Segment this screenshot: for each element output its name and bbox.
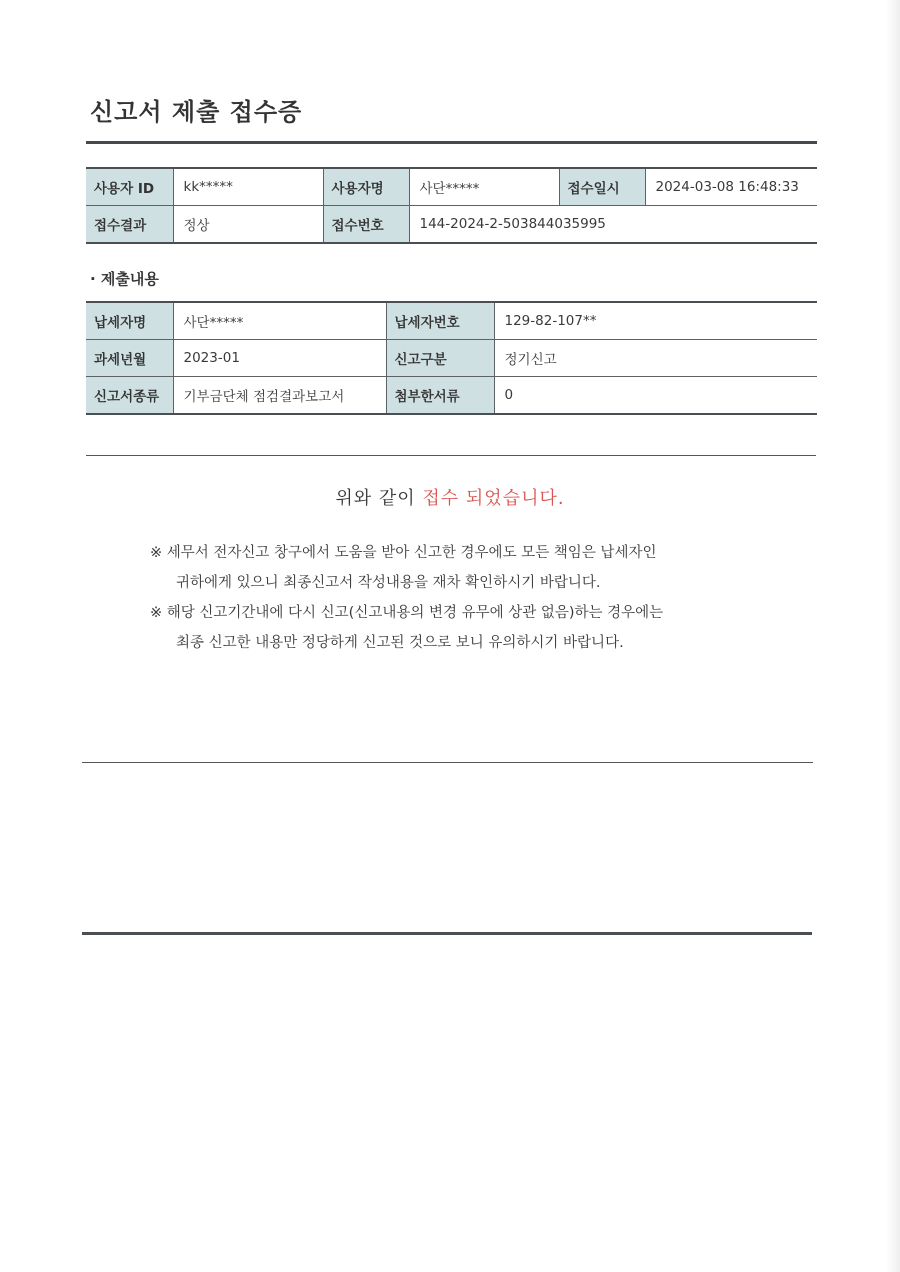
taxpayer-name-label: 납세자명 xyxy=(86,302,173,340)
scan-edge-shadow xyxy=(886,0,900,1272)
footer-bold-divider xyxy=(82,932,812,935)
user-name-value: 사단***** xyxy=(409,168,559,206)
attachments-label: 첨부한서류 xyxy=(386,377,494,415)
attachments-value: 0 xyxy=(494,377,817,415)
user-id-value: kk***** xyxy=(173,168,323,206)
tax-period-label: 과세년월 xyxy=(86,340,173,377)
taxpayer-name-value: 사단***** xyxy=(173,302,386,340)
report-type-value: 정기신고 xyxy=(494,340,817,377)
table-row xyxy=(86,206,817,244)
confirmation-message xyxy=(0,484,900,510)
submission-section-title: · 제출내용 xyxy=(90,270,159,288)
taxpayer-no-label: 납세자번호 xyxy=(386,302,494,340)
note-line: 귀하에게 있으니 최종신고서 작성내용을 재차 확인하시기 바랍니다. xyxy=(176,575,601,591)
section-divider xyxy=(86,455,816,456)
note-line: 최종 신고한 내용만 정당하게 신고된 것으로 보니 유의하시기 바랍니다. xyxy=(176,635,624,651)
footer-divider xyxy=(82,762,813,763)
confirmation-highlight: 접수 되었습니다. xyxy=(422,488,565,509)
user-id-label: 사용자 ID xyxy=(86,168,173,206)
tax-period-value: 2023-01 xyxy=(173,340,386,377)
confirmation-prefix: 위와 같이 xyxy=(335,488,423,509)
submission-table xyxy=(86,301,817,415)
table-row xyxy=(86,302,817,340)
note-line: ※ 세무서 전자신고 창구에서 도움을 받아 신고한 경우에도 모든 책임은 납세자인 xyxy=(150,545,657,561)
receipt-no-label: 접수번호 xyxy=(323,206,409,244)
notes-block xyxy=(150,541,663,661)
table-row xyxy=(86,168,817,206)
receipt-no-value: 144-2024-2-503844035995 xyxy=(409,206,817,244)
receipt-info-table xyxy=(86,167,817,244)
page-title: 신고서 제출 접수증 xyxy=(90,98,303,126)
note-line: ※ 해당 신고기간내에 다시 신고(신고내용의 변경 유무에 상관 없음)하는 경우에는 xyxy=(150,605,664,621)
report-kind-label: 신고서종류 xyxy=(86,377,173,415)
received-at-value: 2024-03-08 16:48:33 xyxy=(645,168,817,206)
report-type-label: 신고구분 xyxy=(386,340,494,377)
result-value: 정상 xyxy=(173,206,323,244)
taxpayer-no-value: 129-82-107** xyxy=(494,302,817,340)
received-at-label: 접수일시 xyxy=(559,168,645,206)
result-label: 접수결과 xyxy=(86,206,173,244)
title-divider xyxy=(86,141,817,144)
user-name-label: 사용자명 xyxy=(323,168,409,206)
table-row xyxy=(86,377,817,415)
report-kind-value: 기부금단체 점검결과보고서 xyxy=(173,377,386,415)
table-row xyxy=(86,340,817,377)
